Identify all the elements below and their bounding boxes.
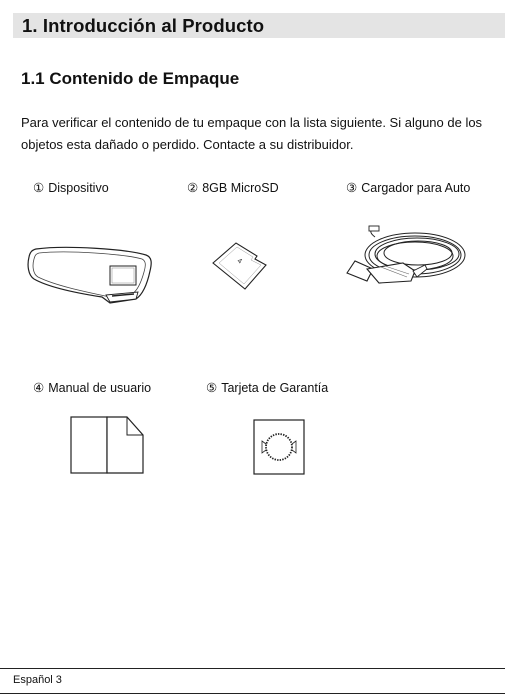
item-number: ④ — [33, 381, 45, 395]
microsd-card-icon — [211, 240, 279, 292]
manual-booklet-icon — [70, 416, 146, 476]
item-text: Tarjeta de Garantía — [221, 381, 329, 395]
item-label-car-charger — [346, 180, 470, 195]
intro-paragraph: Para verificar el contenido de tu empaque con la lista siguiente. Si alguno de los objetos esta dañado o perdido. Contacte a su distribuidor. — [21, 115, 483, 152]
item-label-manual — [33, 380, 151, 395]
microsd-card-marking: 4 — [235, 257, 243, 266]
item-number: ③ — [346, 181, 358, 195]
rearview-mirror-dashcam-icon — [26, 243, 154, 305]
item-label-warranty — [206, 380, 328, 395]
car-charger-icon — [345, 225, 470, 287]
item-text: Manual de usuario — [48, 381, 152, 395]
warranty-card-icon — [253, 419, 305, 475]
footer-page-label: Español 3 — [13, 674, 62, 686]
item-number: ① — [33, 181, 45, 195]
section-title: 1. Introducción al Producto — [22, 15, 265, 36]
item-text: Cargador para Auto — [361, 181, 471, 195]
subsection-title: 1.1 Contenido de Empaque — [21, 69, 240, 88]
item-number: ② — [187, 181, 199, 195]
item-text: Dispositivo — [48, 181, 109, 195]
item-text: 8GB MicroSD — [202, 181, 279, 195]
item-label-device — [33, 180, 109, 195]
footer-divider-top — [0, 668, 505, 669]
item-label-microsd — [187, 180, 279, 195]
item-number: ⑤ — [206, 381, 218, 395]
